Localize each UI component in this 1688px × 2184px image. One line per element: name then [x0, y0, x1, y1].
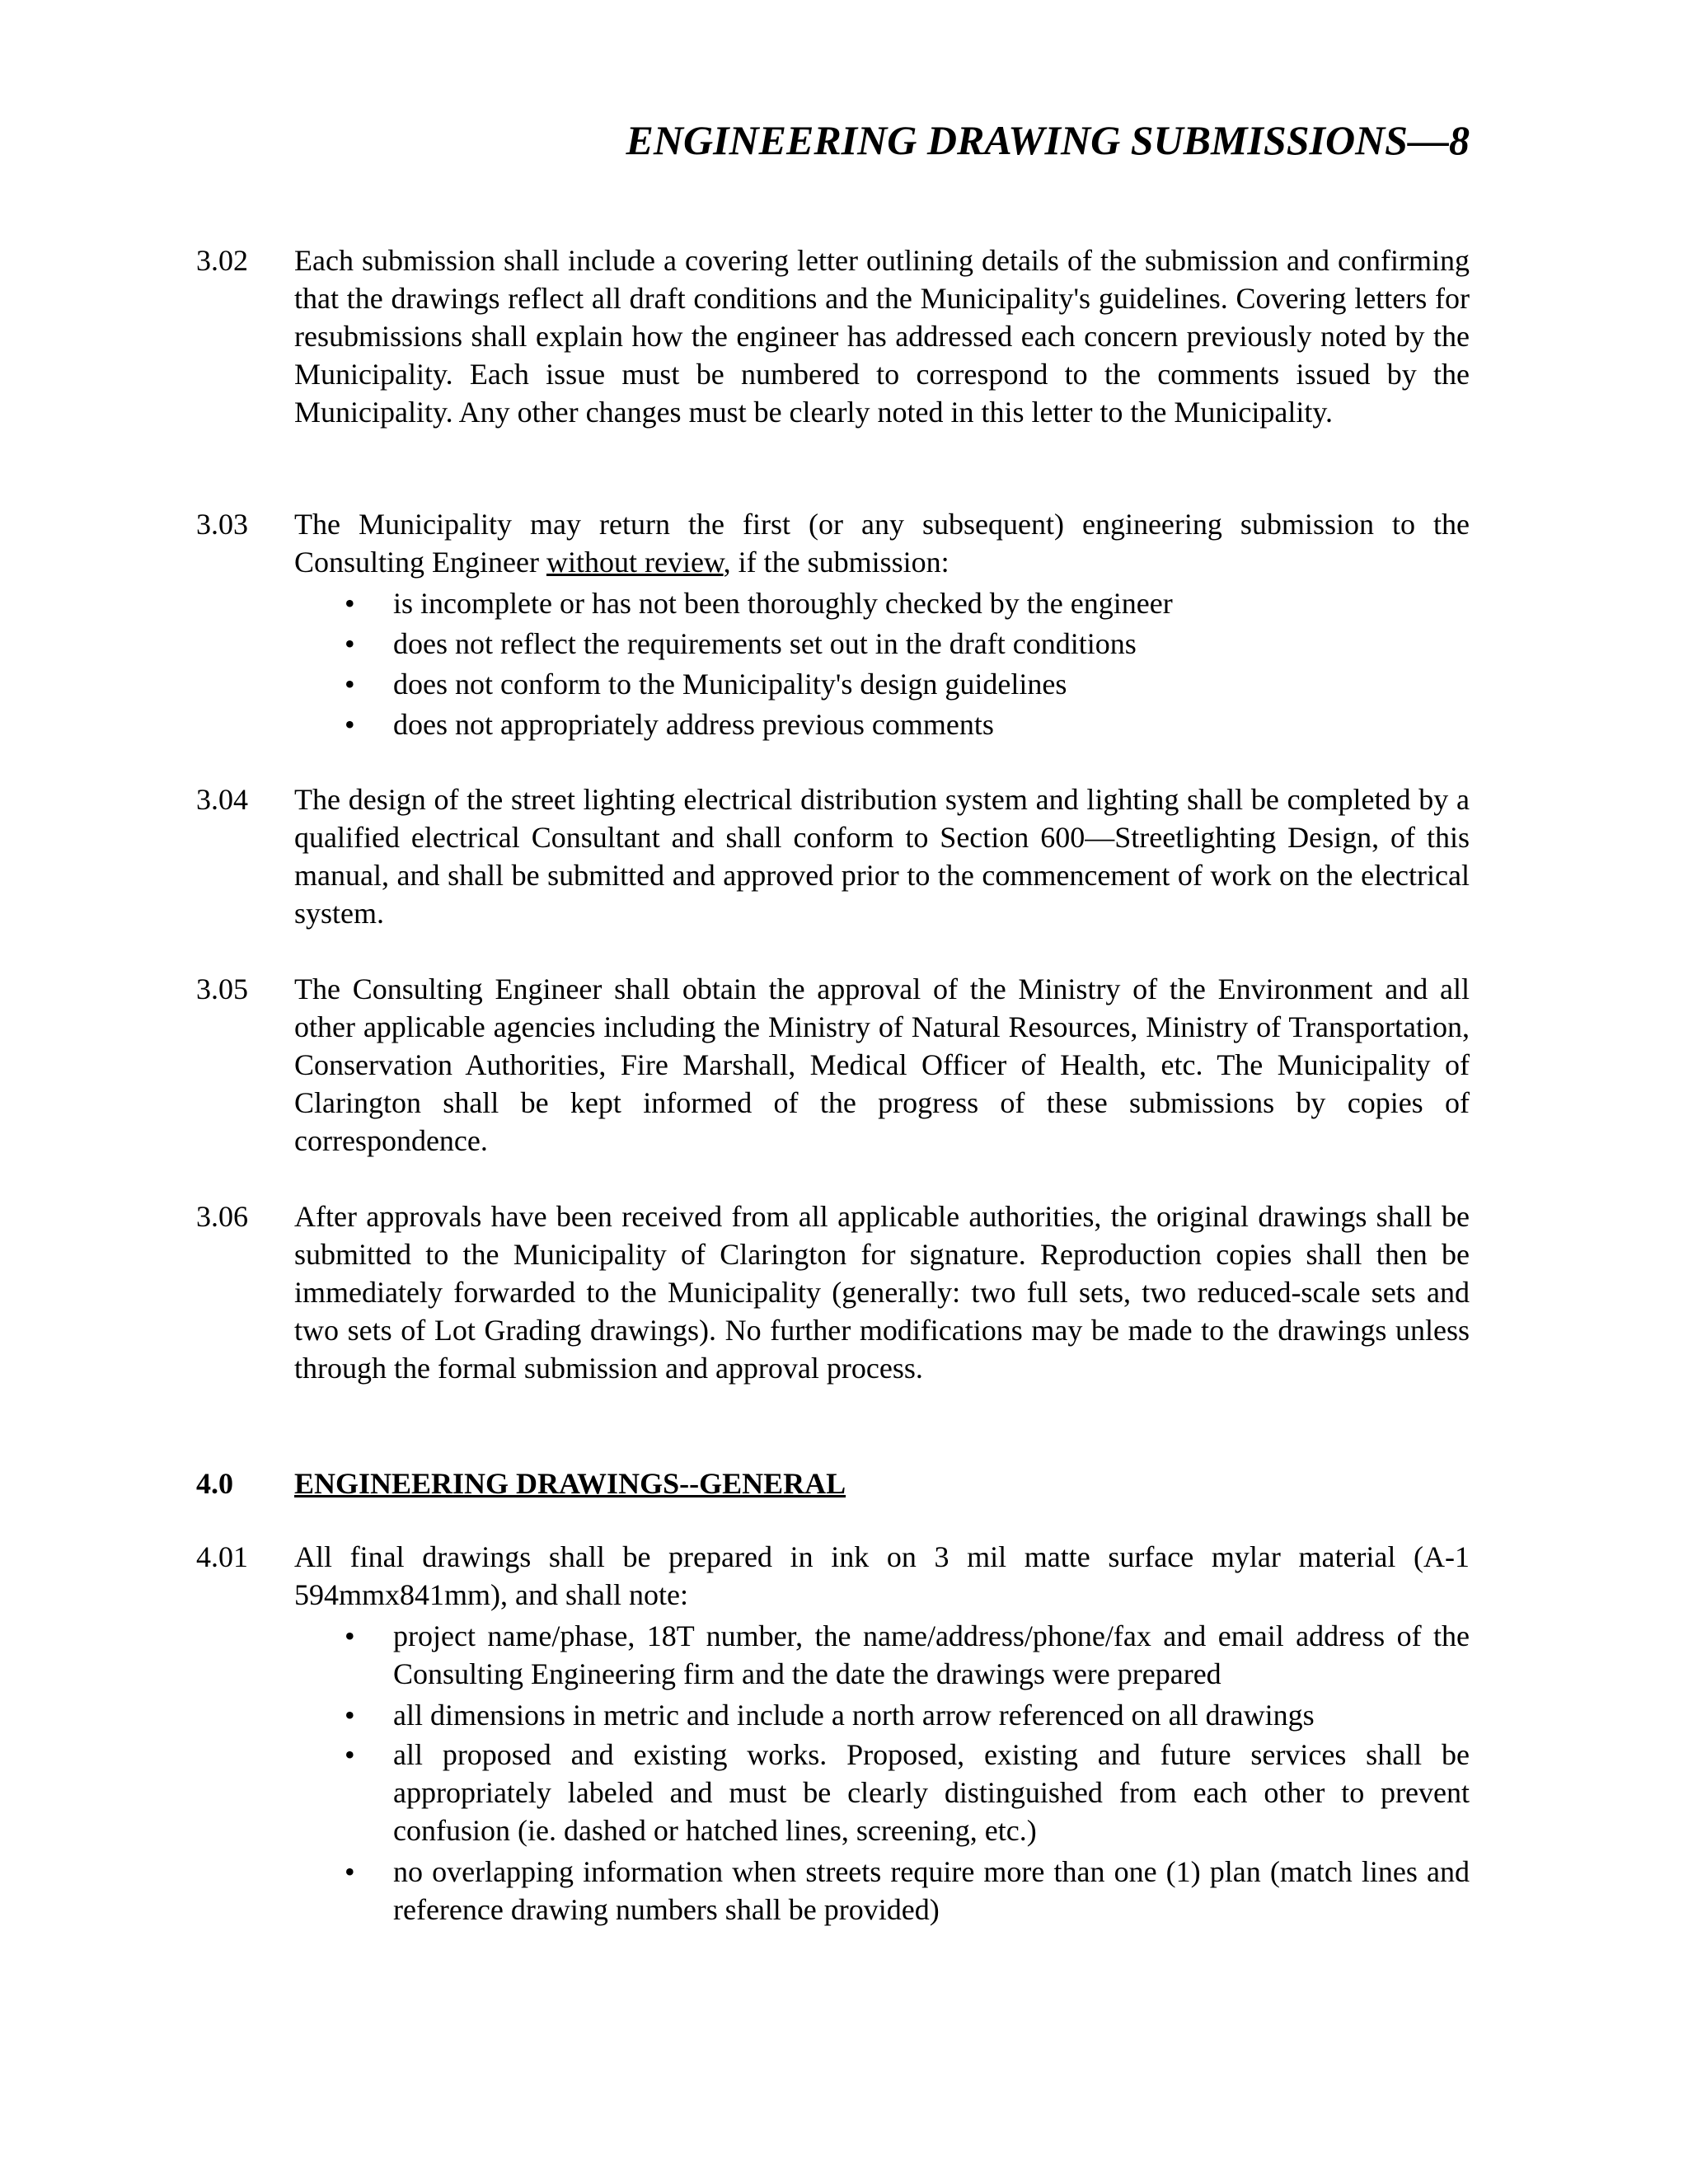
- section-text: After approvals have been received from all applicable authorities, the original drawings shall be submitted to the Municipality of Clarington for signature. Reproduction copies shall then be immediately forwarded to the Municipality (generally: two full sets, two reduced-scale sets and two sets of Lot Grading drawings). No further modifications may be made to the drawings unless through the formal submission and approval process.: [294, 1200, 1470, 1385]
- section-heading: ENGINEERING DRAWINGS--GENERAL: [294, 1467, 846, 1500]
- bullet-list: [0, 1617, 1688, 1932]
- bullet-icon: •: [345, 1699, 355, 1732]
- section-number: 3.03: [196, 508, 248, 541]
- section-number: 4.0: [196, 1467, 233, 1500]
- list-item: [0, 1617, 1688, 1696]
- list-item-text: all proposed and existing works. Proposed, existing and future services shall be appropriately labeled and must be clearly distinguished from each other to prevent confusion (ie. dashed or hatched lines, screening, etc.): [393, 1738, 1470, 1847]
- list-item: [0, 1853, 1688, 1932]
- section-text: Each submission shall include a covering letter outlining details of the submission and confirming that the drawings reflect all draft conditions and the Municipality's guidelines. Covering letters for resubmissions shall explain how the engineer has addressed each concern previously noted by the Municipality. Each issue must be numbered to correspond to the comments issued by the Municipality. Any other changes must be clearly noted in this letter to the Municipality.: [294, 244, 1470, 429]
- section-number: 3.02: [196, 244, 248, 277]
- section-number: 3.06: [196, 1200, 248, 1233]
- list-item: [0, 705, 1688, 746]
- list-item: [0, 625, 1688, 665]
- bullet-icon: •: [345, 668, 355, 701]
- section-text: [294, 505, 1470, 581]
- section-text-part: , if the submission:: [723, 546, 950, 579]
- list-item: [0, 1696, 1688, 1736]
- list-item-text: no overlapping information when streets require more than one (1) plan (match lines and reference drawing numbers shall be provided): [393, 1855, 1470, 1926]
- list-item-text: does not appropriately address previous comments: [393, 708, 994, 741]
- section-number: 3.04: [196, 783, 248, 816]
- section-text-part: The Municipality may return the first (or any subsequent) engineering submission to the Consulting Engineer: [294, 508, 1470, 579]
- list-item-text: all dimensions in metric and include a north arrow referenced on all drawings: [393, 1699, 1315, 1732]
- section-text: The design of the street lighting electrical distribution system and lighting shall be completed by a qualified electrical Consultant and shall conform to Section 600—Streetlighting Design, of this manual, and shall be submitted and approved prior to the commencement of work on the electrical system.: [294, 783, 1470, 930]
- bullet-icon: •: [345, 1738, 355, 1771]
- underlined-phrase: without review: [546, 546, 724, 579]
- bullet-icon: •: [345, 1619, 355, 1652]
- section-text: All final drawings shall be prepared in ink on 3 mil matte surface mylar material (A-1 594mmx841mm), and shall note:: [294, 1540, 1470, 1611]
- list-item: [0, 665, 1688, 705]
- section-text: The Consulting Engineer shall obtain the approval of the Ministry of the Environment and all other applicable agencies including the Ministry of Natural Resources, Ministry of Transportation, Conservation Authorities, Fire Marshall, Medical Officer of Health, etc. The Municipality of Clarington shall be kept informed of the progress of these submissions by copies of correspondence.: [294, 972, 1470, 1157]
- section-number: 3.05: [196, 972, 248, 1005]
- bullet-icon: •: [345, 627, 355, 660]
- section-number: 4.01: [196, 1540, 248, 1573]
- list-item: [0, 1736, 1688, 1853]
- bullet-icon: •: [345, 1855, 355, 1888]
- list-item: [0, 584, 1688, 625]
- list-item-text: does not conform to the Municipality's design guidelines: [393, 668, 1067, 701]
- bullet-icon: •: [345, 708, 355, 741]
- bullet-list: [0, 584, 1688, 746]
- list-item-text: is incomplete or has not been thoroughly checked by the engineer: [393, 587, 1173, 620]
- page-header-title: ENGINEERING DRAWING SUBMISSIONS—8: [626, 117, 1470, 163]
- list-item-text: does not reflect the requirements set out in the draft conditions: [393, 627, 1137, 660]
- bullet-icon: •: [345, 587, 355, 620]
- list-item-text: project name/phase, 18T number, the name/address/phone/fax and email address of the Consulting Engineering firm and the date the drawings were prepared: [393, 1619, 1470, 1690]
